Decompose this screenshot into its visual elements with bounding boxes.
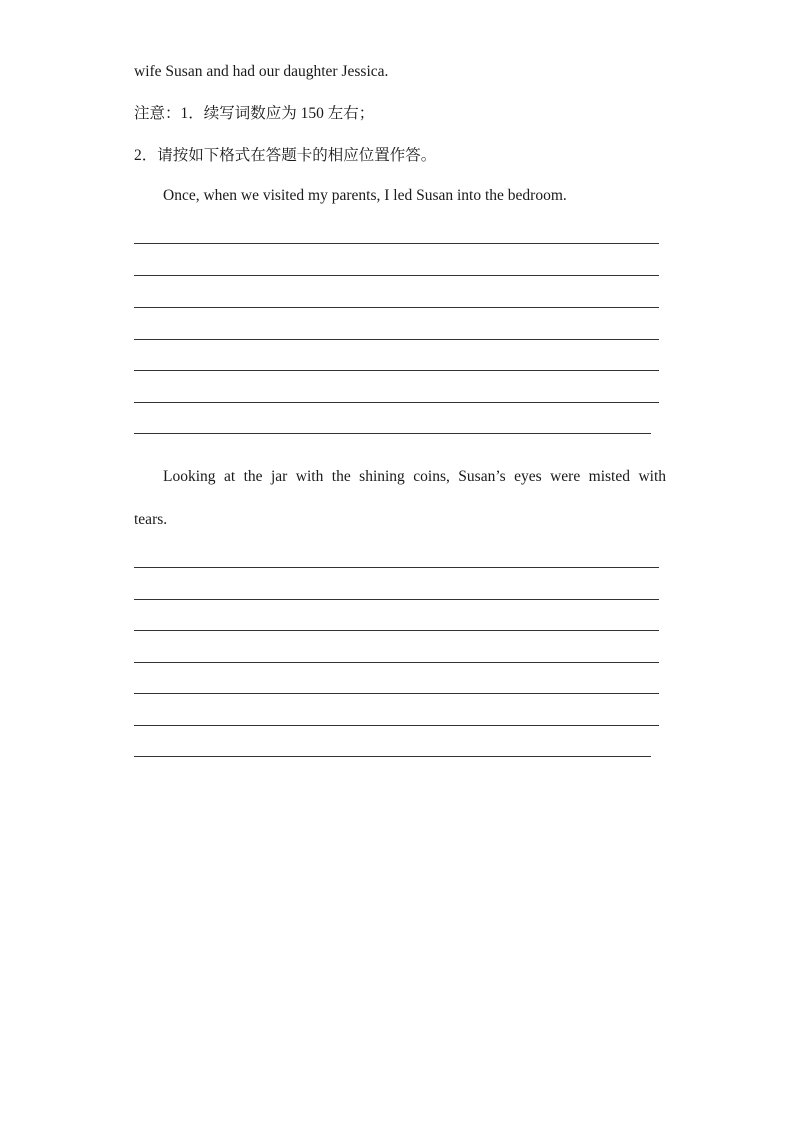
answer-line [134, 567, 659, 568]
answer-line [134, 693, 659, 694]
answer-line [134, 599, 659, 600]
answer-line [134, 339, 659, 340]
answer-line [134, 402, 659, 403]
note-answer-format: 2．请按如下格式在答题卡的相应位置作答。 [134, 147, 437, 164]
paragraph2-opening-sentence-continued: tears. [134, 511, 168, 528]
story-continuation-line: wife Susan and had our daughter Jessica. [134, 63, 389, 80]
answer-line [134, 370, 659, 371]
answer-line [134, 275, 659, 276]
answer-line [134, 307, 659, 308]
note-word-count: 注意：1．续写词数应为 150 左右； [134, 105, 375, 122]
answer-line [134, 433, 651, 434]
answer-line [134, 662, 659, 663]
paragraph2-opening-sentence: Looking at the jar with the shining coins, Susan’s eyes were misted with [163, 468, 666, 485]
paragraph1-opening-sentence: Once, when we visited my parents, I led Susan into the bedroom. [163, 187, 567, 204]
answer-line [134, 630, 659, 631]
answer-line [134, 243, 659, 244]
answer-line [134, 725, 659, 726]
answer-line [134, 756, 651, 757]
